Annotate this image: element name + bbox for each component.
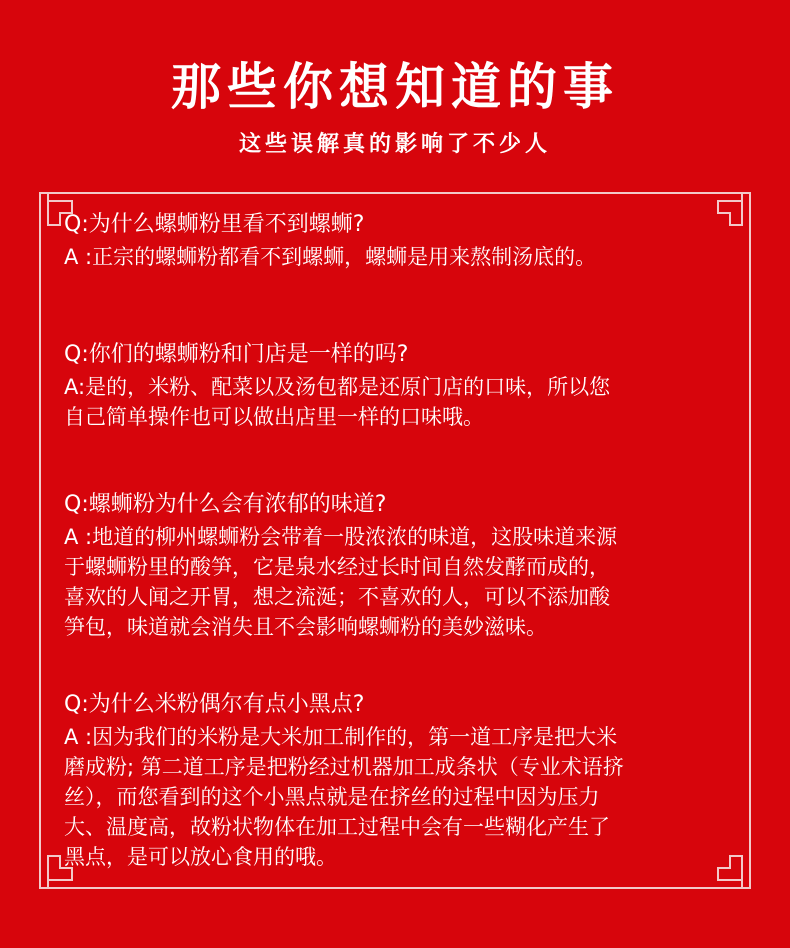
faq-answer — [64, 522, 744, 642]
faq-answer-line: A :正宗的螺蛳粉都看不到螺蛳，螺蛳是用来熬制汤底的。 — [64, 245, 597, 269]
faq-item — [64, 338, 744, 488]
faq-item — [64, 488, 744, 688]
faq-list — [64, 208, 744, 872]
faq-answer-line: 磨成粉; 第二道工序是把粉经过机器加工成条状（专业术语挤 — [64, 755, 624, 779]
faq-answer — [64, 372, 744, 432]
faq-answer-line: 丝），而您看到的这个小黑点就是在挤丝的过程中因为压力 — [64, 785, 600, 809]
faq-question: Q:为什么米粉偶尔有点小黑点? — [64, 692, 365, 717]
faq-answer-line: A :因为我们的米粉是大米加工制作的，第一道工序是把大米 — [64, 725, 618, 749]
faq-answer-line: 大、温度高，故粉状物体在加工过程中会有一些糊化产生了 — [64, 815, 610, 839]
faq-question: Q:为什么螺蛳粉里看不到螺蛳? — [64, 212, 365, 237]
faq-answer-line: 自己简单操作也可以做出店里一样的口味哦。 — [64, 405, 484, 429]
faq-answer-line: 于螺蛳粉里的酸笋，它是泉水经过长时间自然发酵而成的， — [64, 555, 610, 579]
faq-item — [64, 688, 744, 872]
faq-answer-line: 喜欢的人闻之开胃，想之流涎；不喜欢的人，可以不添加酸 — [64, 585, 610, 609]
faq-question: Q:螺蛳粉为什么会有浓郁的味道? — [64, 492, 387, 517]
page-subtitle: 这些误解真的影响了不少人 — [238, 131, 551, 157]
faq-answer-line: 笋包，味道就会消失且不会影响螺蛳粉的美妙滋味。 — [64, 615, 547, 639]
faq-question: Q:你们的螺蛳粉和门店是一样的吗? — [64, 342, 409, 367]
faq-answer-line: A:是的，米粉、配菜以及汤包都是还原门店的口味，所以您 — [64, 375, 611, 399]
faq-answer — [64, 242, 744, 272]
faq-answer-line: 黑点，是可以放心食用的哦。 — [64, 845, 337, 869]
faq-item — [64, 208, 744, 338]
faq-answer — [64, 722, 744, 872]
faq-answer-line: A :地道的柳州螺蛳粉会带着一股浓浓的味道，这股味道来源 — [64, 525, 618, 549]
page-title: 那些你想知道的事 — [171, 57, 619, 116]
